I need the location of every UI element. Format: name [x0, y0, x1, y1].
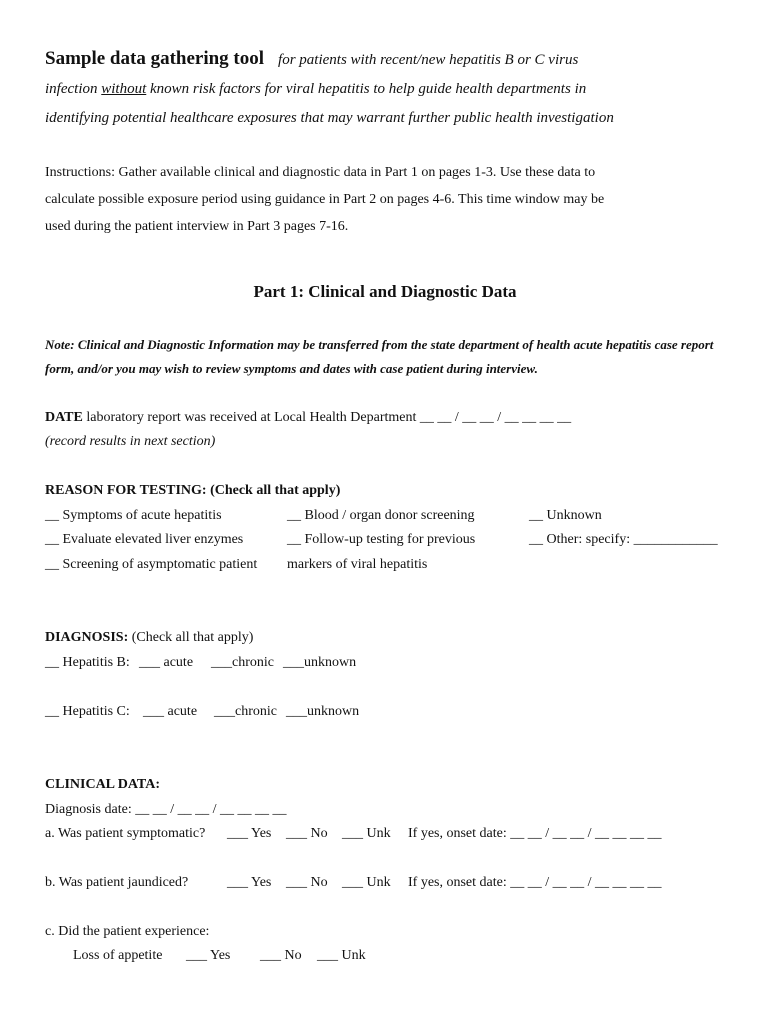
reason-option-symptoms[interactable]: __ Symptoms of acute hepatitis [45, 508, 222, 523]
diagnosis-heading-note: (Check all that apply) [131, 630, 254, 645]
title-subtitle-part1: for patients with recent/new hepatitis B or C virus [278, 52, 579, 68]
reason-option-unknown[interactable]: __ Unknown [529, 508, 602, 523]
diagnosis-date-field[interactable]: Diagnosis date: __ __ / __ __ / __ __ __ __ [45, 802, 287, 817]
part1-note-line2: form, and/or you may wish to review symptoms and dates with case patient during interview. [45, 361, 538, 376]
jaundiced-unk[interactable]: ___ Unk [342, 875, 391, 890]
instructions-line3: used during the patient interview in Part 3 pages 7-16. [45, 219, 349, 234]
diagnosis-heading [45, 630, 253, 646]
diagnosis-hep-b-unknown[interactable]: ___unknown [283, 655, 357, 670]
loss-of-appetite-unk[interactable]: ___ Unk [317, 948, 366, 963]
reason-option-screening[interactable]: __ Screening of asymptomatic patient [45, 557, 258, 572]
date-note: (record results in next section) [45, 434, 216, 449]
part1-heading: Part 1: Clinical and Diagnostic Data [253, 282, 517, 301]
reason-heading [45, 483, 340, 499]
diagnosis-hep-b-chronic[interactable]: ___chronic [211, 655, 274, 670]
symptomatic-onset-date-field[interactable]: If yes, onset date: __ __ / __ __ / __ __ __ __ [408, 826, 662, 841]
diagnosis-hep-c-label[interactable]: __ Hepatitis C: [45, 704, 130, 719]
reason-option-follow-up-cont: markers of viral hepatitis [287, 557, 428, 572]
jaundiced-onset-date-field[interactable]: If yes, onset date: __ __ / __ __ / __ __ __ __ [408, 875, 662, 890]
clinical-data-heading: CLINICAL DATA: [45, 777, 160, 792]
date-received-field[interactable]: laboratory report was received at Local Health Department __ __ / __ __ / __ __ __ __ [86, 410, 572, 425]
document-title-line3: identifying potential healthcare exposures that may warrant further public health investigation [45, 110, 614, 126]
diagnosis-heading-label: DIAGNOSIS: [45, 630, 129, 645]
date-label: DATE [45, 410, 83, 425]
document-title: Sample data gathering tool [45, 48, 265, 69]
question-symptomatic: a. Was patient symptomatic? [45, 826, 206, 841]
symptomatic-unk[interactable]: ___ Unk [342, 826, 391, 841]
instructions-line2: calculate possible exposure period using guidance in Part 2 on pages 4-6. This time window may be [45, 192, 605, 207]
diagnosis-hep-b-label[interactable]: __ Hepatitis B: [45, 655, 130, 670]
diagnosis-hep-c-acute[interactable]: ___ acute [143, 704, 198, 719]
date-received-line [45, 410, 571, 426]
reason-option-follow-up[interactable]: __ Follow-up testing for previous [287, 532, 476, 547]
loss-of-appetite-no[interactable]: ___ No [260, 948, 302, 963]
instructions-line1: Instructions: Gather available clinical and diagnostic data in Part 1 on pages 1-3. Use these data to [45, 165, 596, 180]
jaundiced-no[interactable]: ___ No [286, 875, 328, 890]
reason-heading-note: : (Check all that apply) [201, 483, 341, 498]
document-title-line1 [45, 48, 578, 70]
title-subtitle-part2-post: known risk factors for viral hepatitis to help guide health departments in [150, 81, 587, 97]
symptom-loss-of-appetite-label: Loss of appetite [73, 948, 163, 963]
part1-note-line1: Note: Clinical and Diagnostic Information may be transferred from the state department of health acute hepatitis case report [45, 337, 714, 352]
reason-option-other[interactable]: __ Other: specify: ____________ [529, 532, 718, 547]
diagnosis-hep-c-unknown[interactable]: ___unknown [286, 704, 360, 719]
title-underlined-word: without [101, 81, 147, 97]
reason-option-liver-enzymes[interactable]: __ Evaluate elevated liver enzymes [45, 532, 244, 547]
reason-option-donor-screening[interactable]: __ Blood / organ donor screening [287, 508, 475, 523]
question-jaundiced: b. Was patient jaundiced? [45, 875, 189, 890]
symptomatic-yes[interactable]: ___ Yes [227, 826, 272, 841]
question-experience: c. Did the patient experience: [45, 924, 210, 939]
diagnosis-hep-c-chronic[interactable]: ___chronic [214, 704, 277, 719]
document-title-line2 [45, 81, 586, 98]
title-subtitle-part2-pre: infection [45, 81, 98, 97]
reason-heading-label: REASON FOR TESTING [45, 483, 202, 498]
loss-of-appetite-yes[interactable]: ___ Yes [186, 948, 231, 963]
jaundiced-yes[interactable]: ___ Yes [227, 875, 272, 890]
diagnosis-hep-b-acute[interactable]: ___ acute [139, 655, 194, 670]
symptomatic-no[interactable]: ___ No [286, 826, 328, 841]
